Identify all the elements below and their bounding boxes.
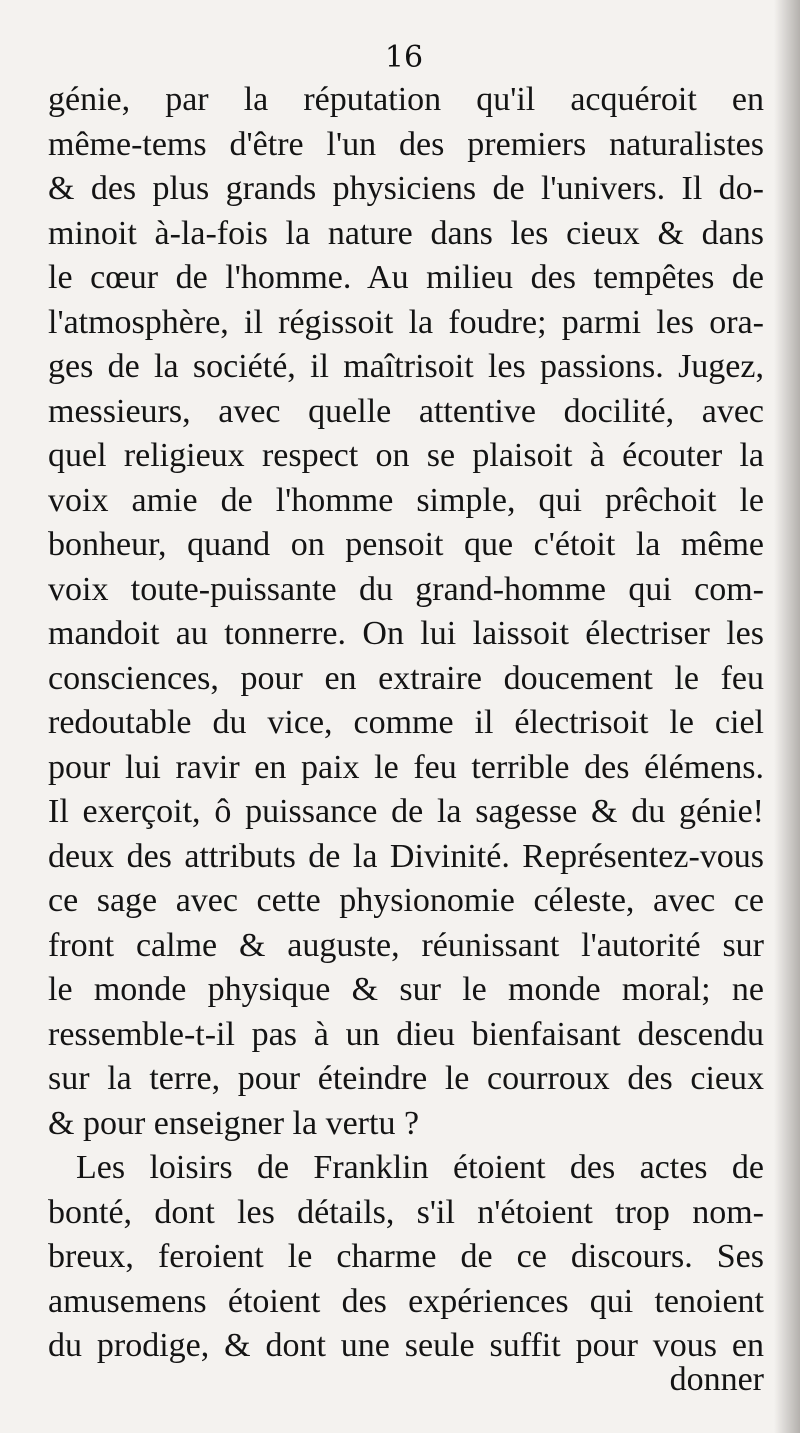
text-line: Il exerçoit, ô puissance de la sagesse & du génie!: [48, 793, 764, 830]
paragraph-first-line: Les loisirs de Franklin étoient des actes de: [76, 1149, 764, 1186]
text-line: le cœur de l'homme. Au milieu des tempêtes de: [48, 259, 764, 296]
text-line: messieurs, avec quelle attentive docilité, avec: [48, 392, 764, 430]
catchword: donner: [669, 1361, 764, 1398]
page-number: 16: [384, 40, 424, 75]
text-line: minoit à-la-fois la nature dans les cieux & dans: [48, 214, 764, 252]
text-line: voix toute-puissante du grand-homme qui com-: [48, 570, 764, 608]
text-line: pour lui ravir en paix le feu terrible des élémens.: [48, 748, 764, 786]
text-line: & des plus grands physiciens de l'univers. Il do-: [48, 170, 764, 207]
text-line: & pour enseigner la vertu ?: [48, 1104, 420, 1142]
text-line: consciences, pour en extraire doucement le feu: [48, 659, 764, 697]
text-line: deux des attributs de la Divinité. Représentez-vous: [48, 837, 764, 875]
page-edge-shadow: [774, 0, 800, 1433]
text-line: bonheur, quand on pensoit que c'étoit la même: [48, 526, 764, 563]
text-line: bonté, dont les détails, s'il n'étoient trop nom-: [48, 1193, 764, 1231]
text-line: l'atmosphère, il régissoit la foudre; parmi les ora-: [48, 303, 764, 341]
text-line: amusemens étoient des expériences qui tenoient: [48, 1282, 764, 1320]
text-line: ges de la société, il maîtrisoit les passions. Jugez,: [48, 348, 764, 385]
text-line: front calme & auguste, réunissant l'autorité sur: [48, 926, 764, 964]
text-line: ressemble-t-il pas à un dieu bienfaisant descendu: [48, 1015, 764, 1053]
text-line: sur la terre, pour éteindre le courroux des cieux: [48, 1060, 764, 1097]
text-line: du prodige, & dont une seule suffit pour vous en: [48, 1327, 764, 1364]
text-line: quel religieux respect on se plaisoit à écouter la: [48, 437, 764, 474]
text-line: le monde physique & sur le monde moral; ne: [48, 971, 764, 1008]
text-line: ce sage avec cette physionomie céleste, avec ce: [48, 882, 764, 919]
text-line: génie, par la réputation qu'il acquéroit en: [48, 81, 764, 118]
text-line: mandoit au tonnerre. On lui laissoit électriser les: [48, 615, 764, 652]
text-line: voix amie de l'homme simple, qui prêchoit le: [48, 481, 764, 519]
text-line: même-tems d'être l'un des premiers naturalistes: [48, 125, 764, 163]
body-text: [48, 78, 764, 1369]
text-line: redoutable du vice, comme il électrisoit le ciel: [48, 704, 764, 741]
text-line: breux, feroient le charme de ce discours. Ses: [48, 1238, 764, 1275]
